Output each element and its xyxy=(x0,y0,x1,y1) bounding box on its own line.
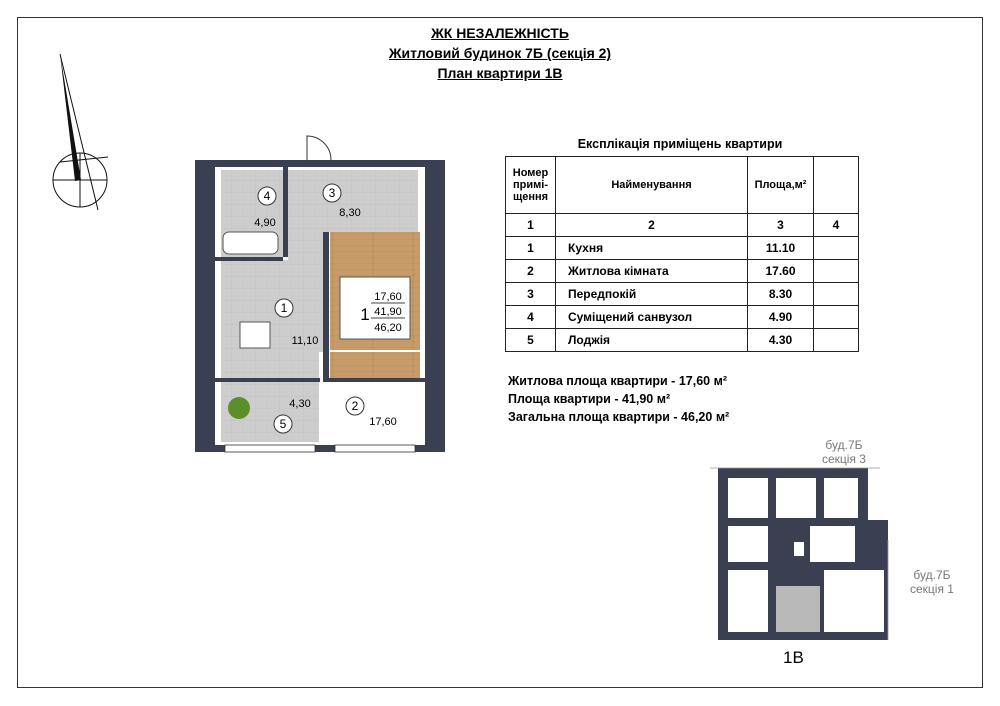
north-arrow-icon xyxy=(48,52,128,222)
table-row: 2 Житлова кімната 17.60 xyxy=(506,260,859,283)
apartment-living-area: 17,60 xyxy=(374,291,402,303)
apartment-floor-plan xyxy=(195,132,445,457)
room-2-area: 17,60 xyxy=(369,416,397,428)
room-5-area: 4,30 xyxy=(289,398,311,410)
table-row: 5 Лоджія 4.30 xyxy=(506,329,859,352)
room-4-number: 4 xyxy=(263,189,271,203)
room-4-area: 4,90 xyxy=(254,217,276,229)
header-name: Найменування xyxy=(556,157,748,214)
apartment-area: 41,90 xyxy=(374,306,402,318)
header-area: Площа,м² xyxy=(748,157,814,214)
table-header-row xyxy=(506,157,859,214)
section-3-label: буд.7Б секція 3 xyxy=(822,438,866,466)
apartment-code: 1В xyxy=(783,648,804,667)
header-note xyxy=(814,157,859,214)
complex-title: ЖК НЕЗАЛЕЖНІСТЬ xyxy=(431,25,569,41)
section-site-plan xyxy=(700,430,980,670)
table-column-numbers-row: 1 2 3 4 xyxy=(506,214,859,237)
explication-table xyxy=(505,156,859,352)
apartment-rooms-count: 1 xyxy=(360,305,370,324)
plan-title: План квартири 1В xyxy=(437,65,563,81)
room-5-number: 5 xyxy=(279,417,287,431)
room-1-area: 11,10 xyxy=(291,335,319,347)
apartment-total-area: 46,20 xyxy=(374,322,402,334)
explication-title: Експлікація приміщень квартири xyxy=(577,137,783,151)
table-row: 3 Передпокій 8.30 xyxy=(506,283,859,306)
apartment-area-summary: Площа квартири - 41,90 м² xyxy=(508,392,671,406)
living-area-summary: Житлова площа квартири - 17,60 м² xyxy=(508,374,727,388)
header-number: Номер примі- щення xyxy=(506,157,556,214)
section-1-label: буд.7Б секція 1 xyxy=(910,568,954,596)
room-3-area: 8,30 xyxy=(339,207,361,219)
room-2-number: 2 xyxy=(351,399,359,413)
total-area-summary: Загальна площа квартири - 46,20 м² xyxy=(508,410,730,424)
room-1-number: 1 xyxy=(280,301,288,315)
table-row: 4 Суміщений санвузол 4.90 xyxy=(506,306,859,329)
table-row: 1 Кухня 11.10 xyxy=(506,237,859,260)
building-title: Житловий будинок 7Б (секція 2) xyxy=(388,45,612,61)
room-3-number: 3 xyxy=(328,186,336,200)
